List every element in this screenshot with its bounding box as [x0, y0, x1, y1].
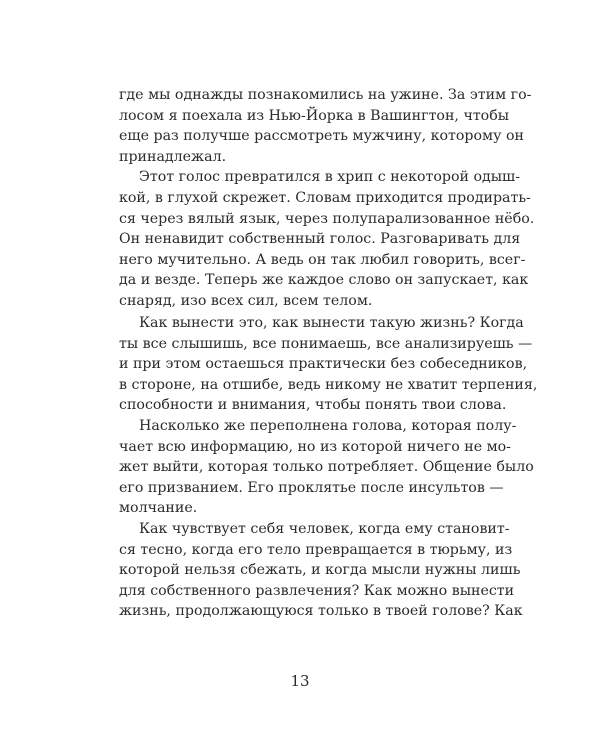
text-line: Как вынести это, как вынести такую жизнь? Когда — [139, 315, 524, 331]
text-line: Этот голос превратился в хрип с некоторой одыш- — [139, 169, 521, 186]
text-line: в стороне, на отшибе, ведь никому не хватит терпения, — [119, 376, 538, 393]
text-line: жизнь, продолжающуюся только в твоей голове? Как — [119, 603, 523, 620]
text-line: молчание. — [119, 500, 198, 517]
text-line: Насколько же переполнена голова, которая полу- — [139, 417, 517, 434]
text-line: способности и внимания, чтобы понять твои слова. — [119, 397, 507, 414]
text-line: ся через вялый язык, через полупарализованное нёбо. — [119, 210, 535, 227]
text-line: снаряд, изо всех сил, всем телом. — [119, 292, 373, 309]
text-line: его призванием. Его проклятье после инсультов — — [119, 479, 504, 496]
text-line: Он ненавидит собственный голос. Разговаривать для — [119, 231, 521, 248]
text-line: где мы однажды познакомились на ужине. За этим го- — [119, 87, 532, 103]
text-line: еще раз получше рассмотреть мужчину, которому он — [119, 128, 524, 145]
text-section-2 — [119, 313, 538, 622]
text-line: лосом я поехала из Нью-Йорка в Вашингтон, чтобы — [119, 107, 510, 124]
text-line: жет выйти, которая только потребляет. Общение было — [119, 459, 534, 476]
text-line: него мучительно. А ведь он так любил говорить, всег- — [119, 251, 526, 268]
text-line: которой нельзя сбежать, и когда мысли нужны лишь — [119, 562, 521, 579]
text-line: чает всю информацию, но из которой ничего не мо- — [119, 438, 511, 455]
text-line: Как чувствует себя человек, когда ему становит- — [139, 520, 510, 537]
text-line: принадлежал. — [119, 148, 227, 165]
text-line: кой, в глухой скрежет. Словам приходится продирать- — [119, 189, 531, 206]
text-line: да и везде. Теперь же каждое слово он запускает, как — [119, 272, 529, 289]
text-line: и при этом остаешься практически без собеседников, — [119, 356, 528, 373]
text-line: для собственного развлечения? Как можно вынести — [119, 582, 515, 599]
text-line: ты все слышишь, все понимаешь, все анализируешь — — [119, 335, 533, 352]
text-section-1 — [119, 85, 535, 312]
page-number: 13 — [290, 672, 310, 690]
text-line: ся тесно, когда его тело превращается в тюрьму, из — [119, 541, 513, 558]
